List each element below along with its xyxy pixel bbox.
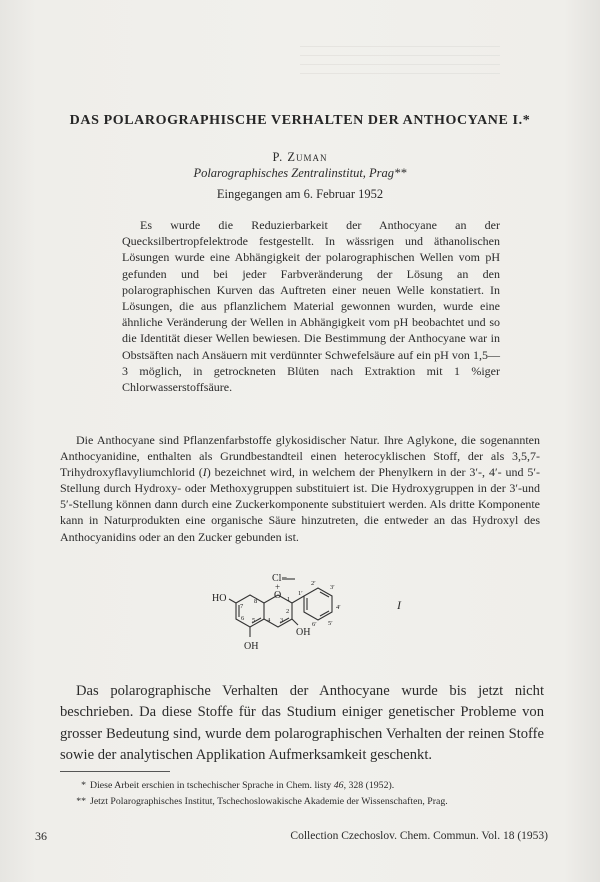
atom-number-6: 6 (241, 615, 245, 622)
body-paragraph-1: Die Anthocyane sind Pflanzenfarbstoffe glykosidischer Natur. Ihre Aglykone, die sogenannten Anthocyanidine, enthalten als Grundbestandteil einen heterocyklischen Stoff, der als 3,5,7-Trihydroxyflavyliumchlorid (I) bezeichnet wird, in welchem der Phenylkern in der 3′-, 4′- und 5′-Stellung durch Hydroxy- oder Methoxygruppen substituiert ist. Die Hydroxygruppen in der 3′-und 5′-Stellung können dann durch eine Zuckerkomponente substituiert werden. Als dritte Komponente kann in Naturprodukten eine organische Säure hinzutreten, die entweder an das Hydroxyl des Anthocyanidins oder an den Zucker gebunden ist. (60, 433, 540, 544)
hydroxy-5-label: OH (244, 641, 259, 652)
atom-number-7: 7 (240, 603, 244, 610)
page-number: 36 (35, 829, 47, 843)
atom-number-2: 2 (286, 608, 290, 615)
atom-number-4p: 4′ (336, 604, 341, 611)
atom-number-5p: 5′ (328, 620, 333, 627)
atom-number-1: 1 (287, 596, 291, 603)
oxygen-label: O (274, 590, 282, 601)
paper-title: DAS POLAROGRAPHISCHE VERHALTEN DER ANTHOCYANE I.* (69, 113, 531, 128)
compound-number: I (397, 598, 401, 612)
author-name: P. Zuman (272, 150, 328, 164)
hydroxy-3-label: OH (296, 627, 311, 638)
atom-number-4: 4 (267, 617, 271, 624)
hydroxy-7-label: HO (212, 593, 227, 604)
bleed-through-texture (300, 38, 500, 78)
body-paragraph-2: Das polarographische Verhalten der Anthocyane wurde bis jetzt nicht beschrieben. Da diese Stoffe für das Studium einiger genetischer Probleme von grosser Bedeutung sind, wurde dem polarographischen Verhalten der reinen Stoffe sowie der analytischen Applikation Aufmerksamkeit geschenkt. (60, 683, 544, 764)
flavylium-structure (200, 565, 420, 670)
atom-number-6p: 6′ (312, 621, 317, 628)
atom-number-1p: 1′ (298, 590, 303, 597)
chloride-label: Cl− (272, 573, 288, 584)
author-institute: Polarographisches Zentralinstitut, Prag** (193, 166, 407, 180)
footnote-rule (60, 771, 170, 772)
received-date: Eingegangen am 6. Februar 1952 (216, 187, 384, 201)
compound-reference: I (202, 465, 207, 480)
footnote-1: * Diese Arbeit erschien in tschechischer Sprache in Chem. listy 46, 328 (1952). (81, 780, 395, 791)
atom-number-5: 5 (252, 617, 256, 624)
atom-number-2p: 2′ (311, 580, 316, 587)
abstract: Es wurde die Reduzierbarkeit der Anthocyane an der Quecksilbertropfelektrode festgestellt. In wässrigen und äthanolischen Lösungen wurde eine Abhängigkeit der polarographischen Wellen vom pH gefunden und bei jeder Farbveränderung der Lösung an den polarographischen Kurven das Auftreten einer neuen Welle konstatiert. In Lösungen, die aus pflanzlichem Material gewonnen wurden, wurde eine ähnliche Veränderung der Wellen in Abhängigkeit vom pH beobachtet und so die Identität dieser Wellen bewiesen. Die Bestimmung der Anthocyane war in Obstsäften nach Ansäuern mit verdünnter Schwefelsäure auf ein pH von 1,5—3 möglich, in getrockneten Blüten nach Extraktion mit 1 %iger Chlorwasserstoffsäure. (122, 218, 500, 395)
journal-footer: Collection Czechoslov. Chem. Commun. Vol. 18 (1953) (290, 830, 548, 842)
charge-label: + (275, 582, 281, 592)
atom-number-3: 3 (280, 617, 284, 624)
footnote-2: ** Jetzt Polarographisches Institut, Tschechoslowakische Akademie der Wissenschaften, Prag. (76, 796, 448, 807)
atom-number-3p: 3′ (330, 584, 335, 591)
atom-number-8: 8 (254, 598, 258, 605)
